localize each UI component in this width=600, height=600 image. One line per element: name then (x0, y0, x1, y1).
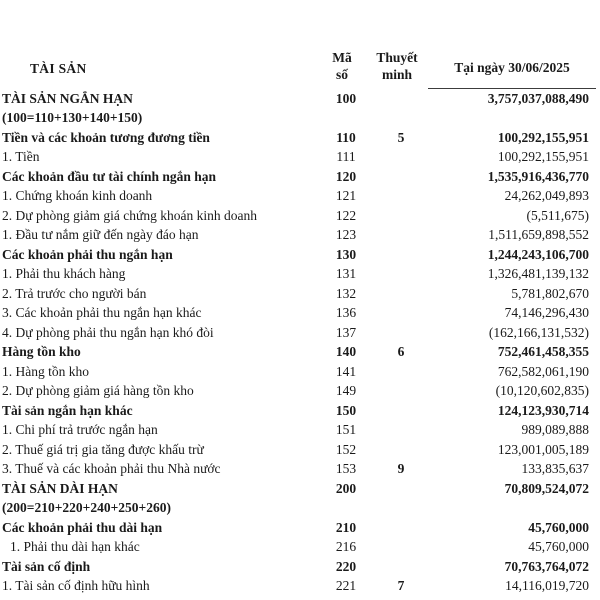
row-value: 752,461,458,355 (497, 344, 589, 360)
row-label: 1. Chi phí trả trước ngắn hạn (2, 422, 158, 438)
row-value: 123,001,005,189 (497, 441, 589, 457)
table-row (0, 499, 600, 519)
table-row (0, 167, 600, 187)
table-row (0, 421, 600, 441)
row-label: Tài sản cố định (2, 558, 91, 574)
row-code: 137 (335, 324, 357, 340)
row-code: 132 (335, 285, 357, 301)
row-note: 5 (397, 129, 405, 145)
row-code: 152 (335, 441, 357, 457)
row-value: (162,166,131,532) (488, 324, 589, 340)
row-label: TÀI SẢN DÀI HẠN (2, 480, 118, 496)
row-label: 2. Dự phòng giảm giá hàng tồn kho (2, 383, 194, 399)
note-header-line2: minh (381, 66, 412, 82)
note-column-header (366, 48, 428, 89)
row-label: 1. Hàng tồn kho (2, 363, 89, 379)
row-label: 2. Trả trước cho người bán (2, 285, 147, 301)
row-label: (100=110+130+140+150) (2, 110, 143, 126)
date-column-header-label: Tại ngày 30/06/2025 (454, 60, 570, 75)
row-label: 1. Tài sản cố định hữu hình (2, 578, 150, 594)
row-label: 2. Thuế giá trị gia tăng được khấu trừ (2, 441, 204, 457)
row-value: 989,089,888 (521, 422, 589, 438)
row-code: 131 (335, 266, 357, 282)
row-label: Các khoản phải thu ngắn hạn (2, 246, 173, 262)
row-value: 133,835,637 (521, 461, 589, 477)
row-value: 100,292,155,951 (497, 149, 589, 165)
table-row (0, 577, 600, 597)
assets-column-header-label: TÀI SẢN (30, 60, 87, 76)
row-value: 100,292,155,951 (497, 129, 589, 145)
row-value: 45,760,000 (528, 539, 589, 555)
row-label: 4. Dự phòng phải thu ngắn hạn khó đòi (2, 324, 214, 340)
code-column-header (318, 48, 366, 89)
row-code: 150 (335, 402, 357, 418)
row-code: 121 (335, 188, 357, 204)
table-row (0, 557, 600, 577)
table-row (0, 538, 600, 558)
row-value: 1,244,243,106,700 (487, 246, 589, 262)
row-note: 6 (397, 344, 405, 360)
row-label: (200=210+220+240+250+260) (2, 500, 171, 516)
row-value: 14,116,019,720 (505, 578, 589, 594)
table-row (0, 148, 600, 168)
table-body (0, 89, 600, 596)
table-row (0, 382, 600, 402)
row-note: 7 (397, 578, 405, 594)
row-label: 1. Tiền (2, 149, 40, 165)
table-row (0, 245, 600, 265)
row-code: 151 (335, 422, 357, 438)
row-code: 216 (335, 539, 357, 555)
row-code: 140 (335, 344, 357, 360)
row-code: 123 (335, 227, 357, 243)
row-code: 111 (336, 149, 356, 165)
table-row (0, 518, 600, 538)
row-value: (5,511,675) (526, 207, 589, 223)
row-label: Các khoản phải thu dài hạn (2, 519, 163, 535)
table-row (0, 128, 600, 148)
row-label: 1. Phải thu dài hạn khác (10, 539, 140, 555)
row-value: 5,781,802,670 (511, 285, 589, 301)
row-code: 120 (335, 168, 357, 184)
table-row (0, 362, 600, 382)
row-code: 130 (335, 246, 357, 262)
row-code: 136 (335, 305, 357, 321)
table-row (0, 265, 600, 285)
code-header-line2: số (335, 66, 348, 82)
table-row (0, 343, 600, 363)
row-value: 24,262,049,893 (504, 188, 589, 204)
table-row (0, 226, 600, 246)
row-label: TÀI SẢN NGẮN HẠN (2, 90, 133, 106)
row-label: Tiền và các khoản tương đương tiền (2, 129, 210, 145)
row-value: (10,120,602,835) (495, 383, 589, 399)
row-label: 2. Dự phòng giảm giá chứng khoán kinh doanh (2, 207, 257, 223)
table-row (0, 323, 600, 343)
row-code: 221 (335, 578, 357, 594)
row-value: 3,757,037,088,490 (487, 90, 589, 106)
row-code: 122 (335, 207, 357, 223)
table-header (0, 48, 600, 89)
row-code: 110 (336, 129, 356, 145)
row-code: 210 (335, 519, 357, 535)
row-code: 141 (335, 363, 357, 379)
table-row (0, 206, 600, 226)
row-value: 124,123,930,714 (497, 402, 589, 418)
table-row (0, 401, 600, 421)
table-row (0, 284, 600, 304)
table-row (0, 460, 600, 480)
code-header-line1: Mã (332, 50, 352, 65)
table-row (0, 89, 600, 109)
row-value: 70,809,524,072 (504, 480, 589, 496)
row-label: Tài sản ngắn hạn khác (2, 402, 133, 418)
table-row (0, 479, 600, 499)
row-label: 3. Thuế và các khoản phải thu Nhà nước (2, 461, 221, 477)
row-value: 45,760,000 (528, 519, 589, 535)
row-code: 100 (335, 90, 357, 106)
row-label: 1. Phải thu khách hàng (2, 266, 126, 282)
row-value: 762,582,061,190 (497, 363, 589, 379)
row-label: Các khoản đầu tư tài chính ngắn hạn (2, 168, 217, 184)
row-code: 153 (335, 461, 357, 477)
table-row (0, 440, 600, 460)
date-column-header (428, 48, 596, 89)
row-code: 200 (335, 480, 357, 496)
row-label: 1. Chứng khoán kinh doanh (2, 188, 153, 204)
row-value: 70,763,764,072 (504, 558, 589, 574)
table-row (0, 109, 600, 129)
row-value: 1,511,659,898,552 (488, 227, 589, 243)
note-header-line1: Thuyết (376, 50, 418, 65)
row-code: 220 (335, 558, 357, 574)
assets-column-header (0, 48, 318, 89)
row-value: 1,326,481,139,132 (487, 266, 589, 282)
row-note: 9 (397, 461, 405, 477)
row-label: Hàng tồn kho (2, 344, 81, 360)
row-label: 1. Đầu tư nắm giữ đến ngày đáo hạn (2, 227, 199, 243)
table-row (0, 187, 600, 207)
row-code: 149 (335, 383, 357, 399)
table-row (0, 304, 600, 324)
row-value: 74,146,296,430 (504, 305, 589, 321)
row-label: 3. Các khoản phải thu ngắn hạn khác (2, 305, 202, 321)
row-value: 1,535,916,436,770 (487, 168, 589, 184)
